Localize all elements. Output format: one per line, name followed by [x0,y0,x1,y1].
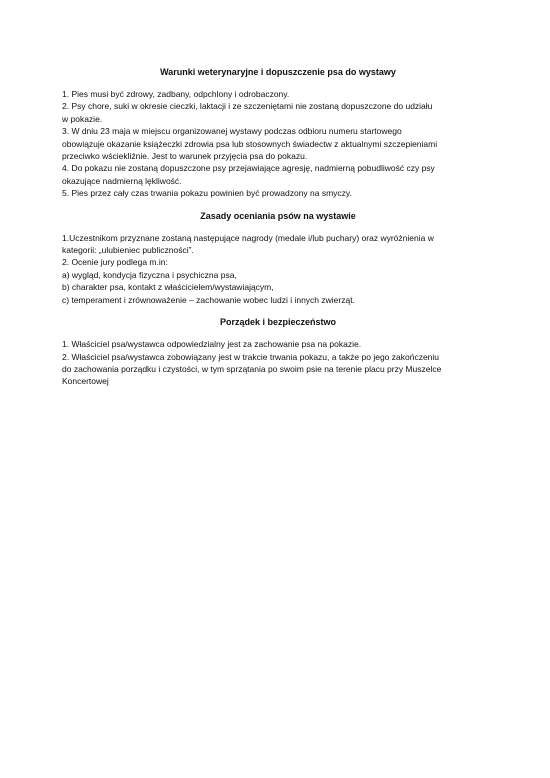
text-line: 2. Psy chore, suki w okresie cieczki, laktacji i ze szczeniętami nie zostaną dopuszczone do udziału [62,101,433,112]
section-body [62,88,494,200]
text-line: 5. Pies przez cały czas trwania pokazu powinien być prowadzony na smyczy. [62,188,352,199]
text-line: 1. Pies musi być zdrowy, zadbany, odpchlony i odrobaczony. [62,89,290,99]
section-body [62,232,494,306]
section-veterinary-conditions [62,66,494,200]
text-line: kategorii: „ulubieniec publiczności”. [62,245,194,256]
text-line: obowiązuje okazanie książeczki zdrowia psa lub stosownych świadectw z aktualnymi szczepieniami [62,138,438,149]
text-line: 2. Właściciel psa/wystawca zobowiązany jest w trakcie trwania pokazu, a także po jego zakończeniu [62,351,440,362]
section-order-and-safety [62,316,494,388]
section-title: Zasady oceniania psów na wystawie [200,210,356,221]
section-body [62,338,494,388]
text-line: a) wygląd, kondycja fizyczna i psychiczna psa, [62,269,237,280]
text-line: Koncertowej [62,376,109,387]
text-line: okazujące nadmierną lękliwość. [62,175,182,186]
document-page [62,66,494,398]
section-judging-rules [62,210,494,306]
text-line: w pokazie. [62,113,103,124]
text-line: c) temperament i zrównoważenie – zachowanie wobec ludzi i innych zwierząt. [62,294,355,305]
text-line: 2. Ocenie jury podlega m.in: [62,257,168,268]
text-line: przeciwko wściekliźnie. Jest to warunek przyjęcia psa do pokazu. [62,151,308,162]
section-title: Porządek i bezpieczeństwo [219,317,337,328]
text-line: b) charakter psa, kontakt z właścicielem/wystawiającym, [62,282,274,293]
section-title: Warunki weterynaryjne i dopuszczenie psa do wystawy [160,67,396,77]
text-line: 3. W dniu 23 maja w miejscu organizowanej wystawy podczas odbioru numeru startowego [62,126,402,137]
text-line: 1. Właściciel psa/wystawca odpowiedzialny jest za zachowanie psa na pokazie. [62,339,362,350]
text-line: do zachowania porządku i czystości, w tym sprzątania po swoim psie na terenie placu przy Muszelce [62,363,442,374]
text-line: 1.Uczestnikom przyznane zostaną następujące nagrody (medale i/lub puchary) oraz wyróżnienia w [62,232,434,243]
text-line: 4. Do pokazu nie zostaną dopuszczone psy przejawiające agresję, nadmierną pobudliwość czy psy [62,163,435,174]
